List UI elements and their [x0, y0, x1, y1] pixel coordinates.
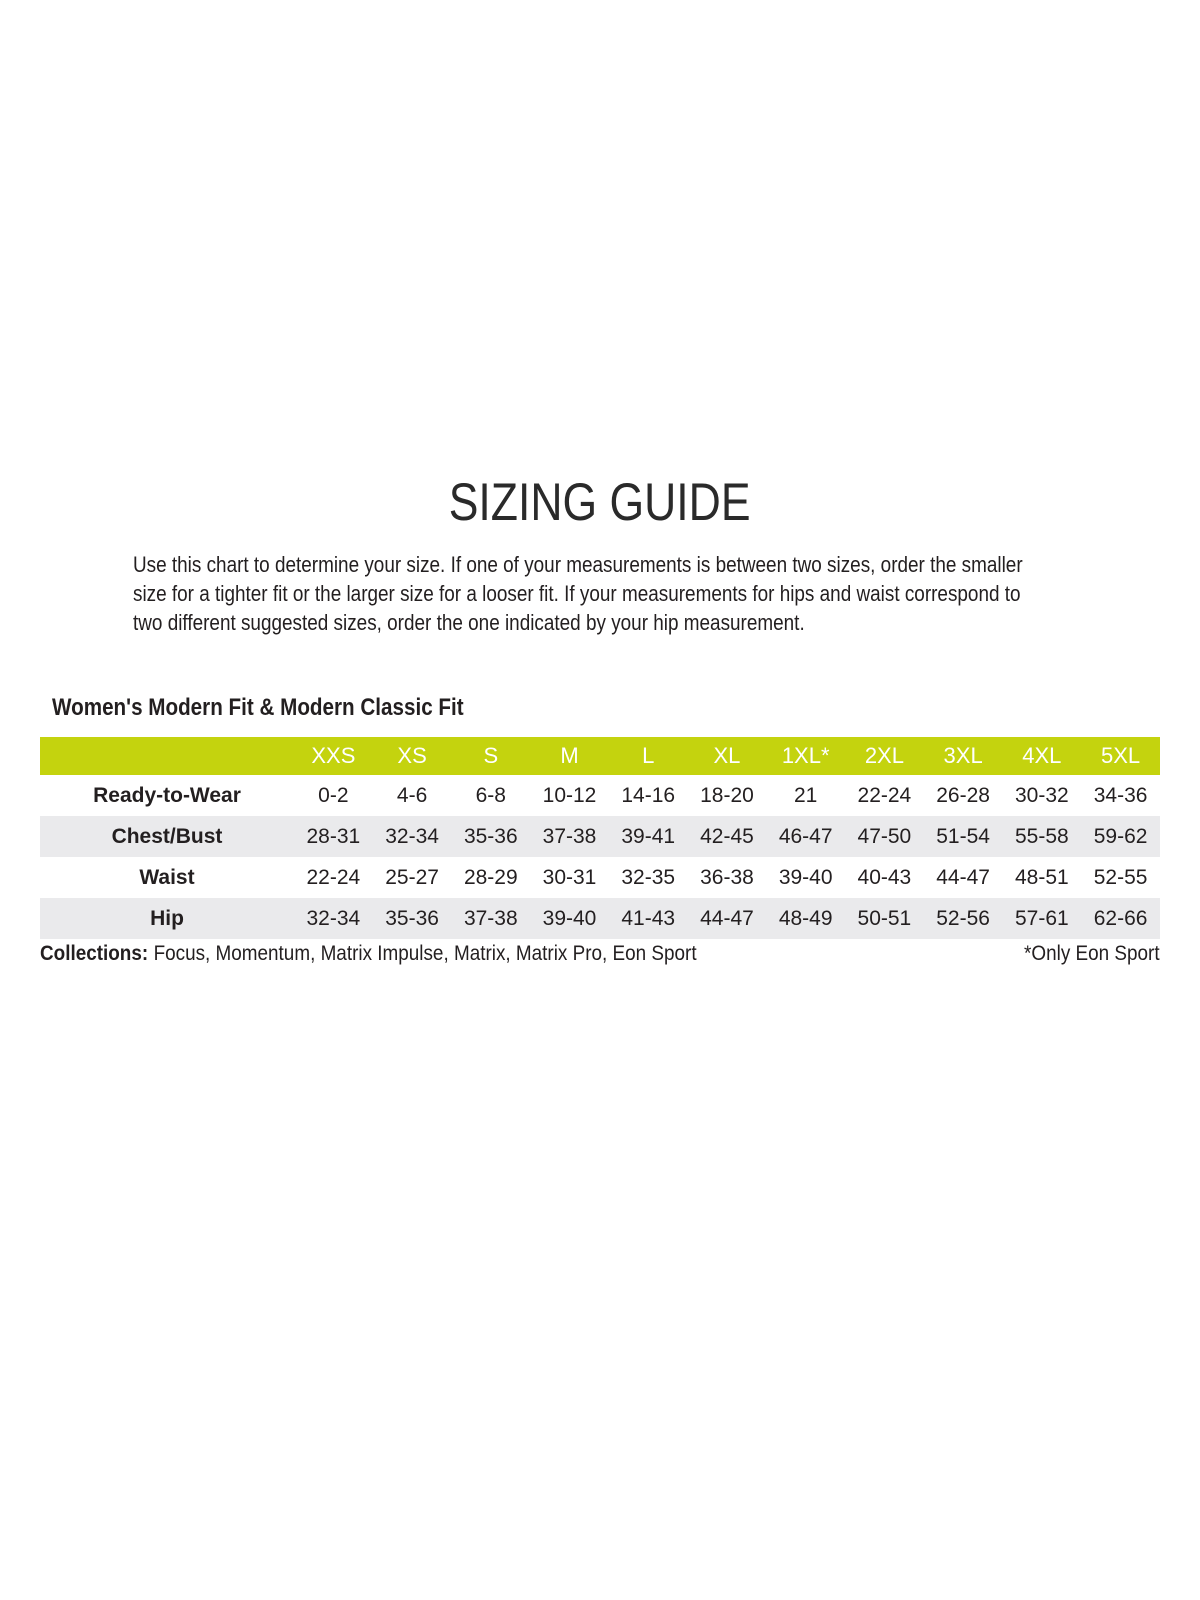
size-cell: 34-36: [1093, 783, 1148, 807]
size-cell: 39-40: [542, 906, 597, 930]
size-cell: 55-58: [1014, 824, 1069, 848]
size-cell: 37-38: [542, 824, 597, 848]
size-cell: 40-43: [857, 865, 912, 889]
size-column-header: 2XL: [845, 737, 924, 775]
size-cell: 30-32: [1014, 783, 1069, 807]
row-label: Chest/Bust: [111, 824, 223, 848]
size-cell: 59-62: [1093, 824, 1148, 848]
size-cell: 28-31: [306, 824, 361, 848]
size-cell: 4-6: [396, 783, 428, 807]
size-cell: 52-55: [1093, 865, 1148, 889]
table-footer: [40, 941, 1160, 967]
size-cell: 62-66: [1093, 906, 1148, 930]
size-cell: 28-29: [463, 865, 518, 889]
intro-paragraph: [133, 550, 1023, 637]
size-column-header: M: [530, 737, 609, 775]
asterisk-footnote: *Only Eon Sport: [1024, 942, 1160, 965]
intro-line: two different suggested sizes, order the one indicated by your hip measurement.: [133, 610, 805, 635]
size-cell: 57-61: [1014, 906, 1069, 930]
table-row-chest-bust: [40, 816, 1160, 857]
size-cell: 47-50: [857, 824, 912, 848]
section-heading: Women's Modern Fit & Modern Classic Fit: [52, 694, 464, 721]
size-cell: 6-8: [475, 783, 506, 807]
size-cell: 37-38: [463, 906, 518, 930]
size-cell: 32-34: [385, 824, 439, 848]
size-cell: 32-35: [621, 865, 676, 889]
size-cell: 51-54: [936, 824, 990, 848]
table-row-hip: [40, 898, 1160, 939]
size-cell: 48-51: [1014, 865, 1069, 889]
size-cell: 48-49: [778, 906, 833, 930]
size-cell: 30-31: [542, 865, 597, 889]
size-cell: 36-38: [700, 865, 754, 889]
row-label: Hip: [150, 906, 184, 930]
size-column-header: 4XL: [1002, 737, 1081, 775]
size-column-header: XL: [688, 737, 767, 775]
size-column-header: 3XL: [924, 737, 1003, 775]
size-header-empty-cell: [40, 737, 294, 775]
size-cell: 10-12: [542, 783, 597, 807]
size-cell: 35-36: [463, 824, 518, 848]
size-cell: 22-24: [857, 783, 912, 807]
collections-label: Collections:: [40, 942, 149, 965]
size-cell: 25-27: [385, 865, 439, 889]
size-column-header: 1XL*: [766, 737, 845, 775]
row-label: Ready-to-Wear: [93, 783, 241, 807]
size-column-header: 5XL: [1081, 737, 1160, 775]
size-cell: 21: [793, 783, 818, 807]
size-cell: 0-2: [318, 783, 349, 807]
page-title: [0, 473, 1200, 532]
intro-line: Use this chart to determine your size. If one of your measurements is between two sizes, order the smaller: [133, 552, 1023, 577]
size-cell: 41-43: [621, 906, 676, 930]
collections-line: [40, 941, 697, 967]
size-cell: 46-47: [778, 824, 833, 848]
size-column-header: S: [451, 737, 530, 775]
collections-list: Focus, Momentum, Matrix Impulse, Matrix, Matrix Pro, Eon Sport: [153, 942, 697, 965]
size-cell: 35-36: [385, 906, 439, 930]
size-header-row: [40, 737, 1160, 775]
size-cell: 39-41: [621, 824, 676, 848]
size-cell: 26-28: [936, 783, 990, 807]
size-cell: 14-16: [621, 783, 676, 807]
table-row-waist: [40, 857, 1160, 898]
size-cell: 52-56: [936, 906, 990, 930]
size-cell: 39-40: [778, 865, 833, 889]
page-title-text: SIZING GUIDE: [449, 473, 751, 532]
size-cell: 50-51: [857, 906, 912, 930]
size-cell: 42-45: [700, 824, 754, 848]
size-cell: 22-24: [306, 865, 361, 889]
size-column-header: L: [609, 737, 688, 775]
row-label: Waist: [139, 865, 195, 889]
size-cell: 44-47: [936, 865, 990, 889]
table-row-ready-to-wear: [40, 775, 1160, 816]
size-cell: 44-47: [700, 906, 754, 930]
size-cell: 32-34: [306, 906, 361, 930]
sizing-table: [40, 737, 1160, 939]
size-column-header: XXS: [294, 737, 373, 775]
size-column-header: XS: [373, 737, 452, 775]
intro-line: size for a tighter fit or the larger size for a looser fit. If your measurements for hips and waist correspond to: [133, 581, 1021, 606]
size-cell: 18-20: [700, 783, 754, 807]
